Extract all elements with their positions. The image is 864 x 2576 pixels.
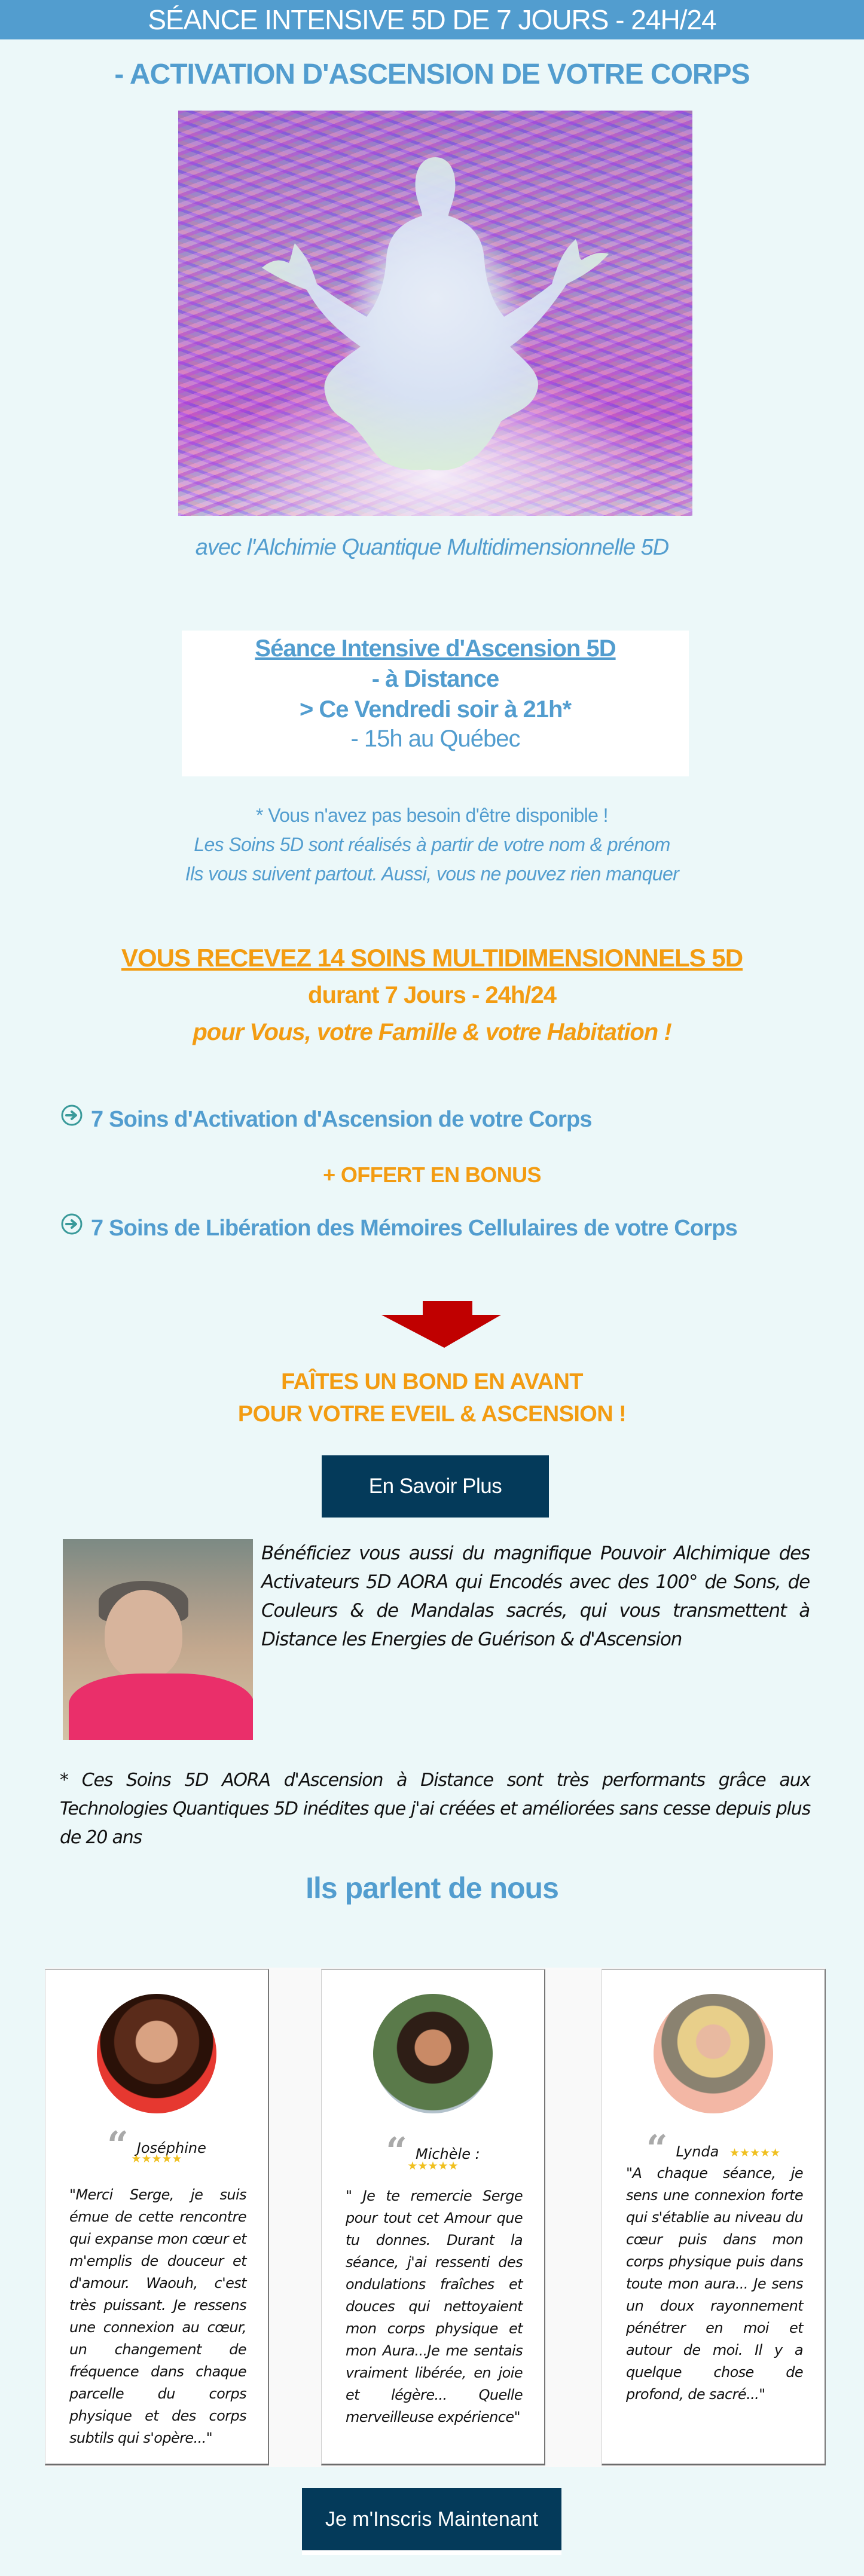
testimonials-container [45, 1968, 825, 2467]
note-line-3: Ils vous suivent partout. Aussi, vous ne pouvez rien manquer [185, 863, 679, 885]
offer-headline: VOUS RECEVEZ 14 SOINS MULTIDIMENSIONNELS 5D [121, 944, 743, 972]
star-rating-icon: ★★★★★ [407, 2159, 459, 2173]
session-quebec-time: - 15h au Québec [350, 726, 520, 752]
arrow-circle-right-icon [60, 1103, 84, 1127]
testimonial-text: "Merci Serge, je suis émue de cette rencontre qui expanse mon cœur et m'emplis de douceur et d'amour. Waouh, c'est très puissant. Je ressens une connexion au cœur, un changement de fréquence dans chaque parcelle du corps physique et des corps subtils qui s'opère..." [69, 2186, 246, 2446]
session-info-box [182, 631, 689, 776]
session-mode: - à Distance [371, 666, 499, 692]
benefit-label: 7 Soins d'Activation d'Ascension de votre Corps [91, 1107, 592, 1132]
learn-more-button[interactable]: En Savoir Plus [322, 1455, 549, 1518]
testimonial-text: " Je te remercie Serge pour tout cet Amour que tu donnes. Durant la séance, j'ai ressenti des ondulations fraîches et douces qui nettoyaient mon corps physique et mon Aura...Je me sentais vraiment libérée, en joie et légère... Quelle merveilleuse expérience" [346, 2188, 523, 2425]
page-subtitle: - ACTIVATION D'ASCENSION DE VOTRE CORPS [114, 59, 750, 90]
offer-block [0, 940, 864, 1051]
availability-notes [0, 801, 864, 889]
benefit-item [60, 1107, 592, 1133]
offer-duration: durant 7 Jours - 24h/24 [308, 982, 556, 1008]
testimonial-card [321, 1969, 545, 2465]
quote-icon: “ [386, 2129, 407, 2173]
leap-line-2: POUR VOTRE EVEIL & ASCENSION ! [237, 1402, 627, 1427]
leap-forward-heading [0, 1366, 864, 1430]
leap-line-1: FAÎTES UN BOND EN AVANT [281, 1369, 583, 1394]
author-description: Bénéficiez vous aussi du magnifique Pouvoir Alchimique des Activateurs 5D AORA qui Encodés avec des 100° de Sons, de Couleurs & de Mandalas sacrés, qui vous transmettent à Distance les Energies de Guérison & d'Ascension [261, 1543, 810, 1650]
benefit-label: 7 Soins de Libération des Mémoires Cellulaires de votre Corps [91, 1216, 737, 1241]
top-banner: SÉANCE INTENSIVE 5D DE 7 JOURS - 24H/24 [0, 0, 864, 39]
benefit-item [60, 1216, 737, 1241]
avatar [97, 1994, 216, 2113]
signup-now-button[interactable]: Je m'Inscris Maintenant [302, 2488, 561, 2550]
photo-shirt-shape [69, 1674, 253, 1740]
bonus-label: + OFFERT EN BONUS [323, 1162, 541, 1187]
testimonial-name: Joséphine [136, 2140, 206, 2156]
testimonial-text: "A chaque séance, je sens une connexion forte qui s'établie au niveau du cœur puis dans mon corps physique puis dans toute mon aura... Je sens un doux rayonnement pénétrer en moi et autour de moi. Il y a quelque chose de profond, de sacré..." [626, 2165, 803, 2403]
note-line-1: * Vous n'avez pas besoin d'être disponible ! [256, 804, 608, 826]
hero-image [178, 111, 692, 516]
author-photo [63, 1539, 253, 1740]
testimonial-card [45, 1969, 269, 2465]
star-rating-icon: ★★★★★ [131, 2152, 182, 2165]
down-arrow-icon [381, 1301, 501, 1348]
session-time: > Ce Vendredi soir à 21h* [299, 696, 572, 723]
meditating-figure-icon [178, 111, 692, 516]
avatar [373, 1994, 493, 2113]
arrow-circle-right-icon [60, 1212, 84, 1236]
testimonials-title: Ils parlent de nous [306, 1871, 558, 1905]
testimonial-name: Michèle : [415, 2146, 480, 2162]
session-title-link[interactable]: Séance Intensive d'Ascension 5D [255, 635, 616, 662]
hero-tagline: avec l'Alchimie Quantique Multidimensionnelle 5D [195, 535, 669, 560]
note-line-2: Les Soins 5D sont réalisés à partir de votre nom & prénom [194, 834, 670, 855]
testimonial-card [602, 1969, 826, 2465]
quote-icon: “ [646, 2127, 668, 2170]
offer-audience: pour Vous, votre Famille & votre Habitation ! [193, 1019, 671, 1045]
avatar [654, 1994, 773, 2113]
technology-footnote: * Ces Soins 5D AORA d'Ascension à Distance sont très performants grâce aux Technologies Quantiques 5D inédites que j'ai créées et améliorées sans cesse depuis plus de 20 ans [60, 1770, 810, 1848]
photo-face-shape [105, 1590, 182, 1679]
star-rating-icon: ★★★★★ [729, 2146, 781, 2159]
testimonial-name: Lynda [676, 2143, 719, 2160]
quote-icon: “ [107, 2123, 129, 2167]
